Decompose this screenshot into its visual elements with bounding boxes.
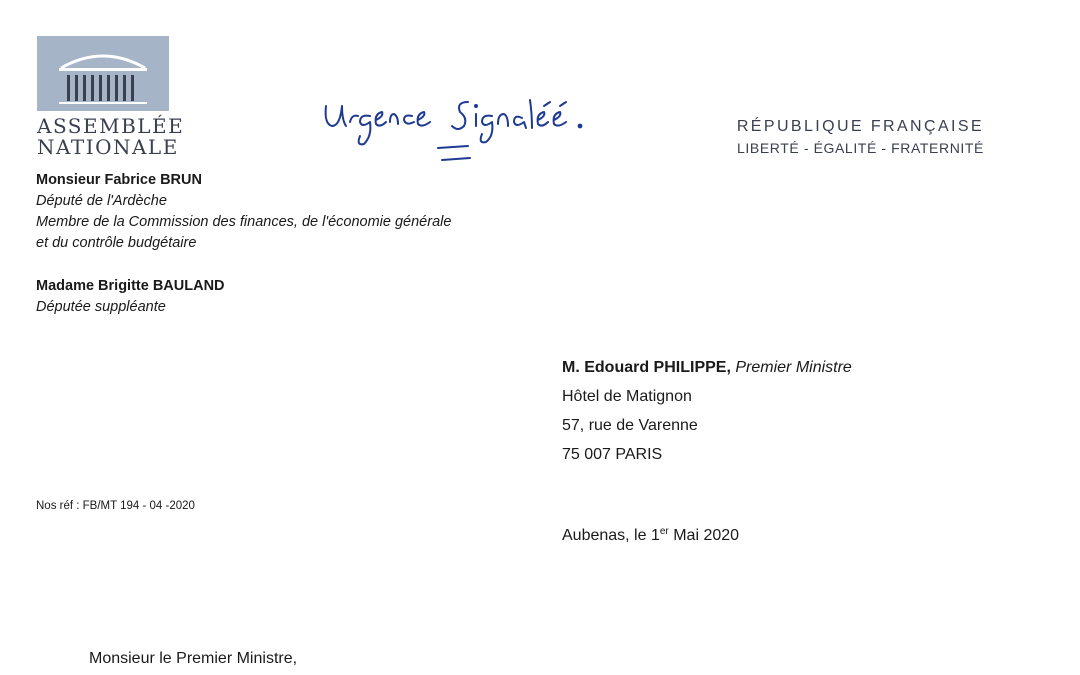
logo-line-2: NATIONALE [37, 135, 179, 159]
date-superscript: er [659, 526, 669, 537]
substitute-name: Madame Brigitte BAULAND [36, 278, 225, 294]
substitute-role: Députée suppléante [36, 299, 166, 315]
deputy-role: Député de l'Ardèche [36, 193, 167, 209]
address-line-1: Hôtel de Matignon [562, 388, 692, 405]
assemblee-nationale-building-icon [37, 36, 169, 111]
address-line-3: 75 007 PARIS [562, 446, 663, 463]
address-line-2: 57, rue de Varenne [562, 417, 698, 434]
recipient-name-line [562, 353, 852, 382]
logo-line-1: ASSEMBLÉE [37, 114, 185, 138]
sender-block [36, 170, 451, 318]
commission-line-2: et du contrôle budgétaire [36, 235, 197, 251]
recipient-block [562, 353, 852, 469]
republic-title: RÉPUBLIQUE FRANÇAISE [736, 118, 984, 135]
logo-wordmark [37, 116, 187, 158]
recipient-title: Premier Ministre [735, 359, 852, 376]
handwritten-annotation [318, 92, 618, 172]
deputy-name: Monsieur Fabrice BRUN [36, 172, 202, 188]
date-suffix: Mai 2020 [668, 527, 740, 544]
salutation: Monsieur le Premier Ministre, [89, 650, 298, 667]
date-prefix: Aubenas, le 1 [562, 527, 660, 544]
republic-motto: LIBERTÉ - ÉGALITÉ - FRATERNITÉ [737, 140, 984, 156]
reference-number: Nos réf : FB/MT 194 - 04 -2020 [36, 500, 195, 512]
letter-date [562, 526, 739, 545]
republic-header [737, 118, 984, 156]
commission-line-1: Membre de la Commission des finances, de l'économie générale [36, 214, 452, 230]
recipient-name: M. Edouard PHILIPPE, [562, 359, 731, 376]
